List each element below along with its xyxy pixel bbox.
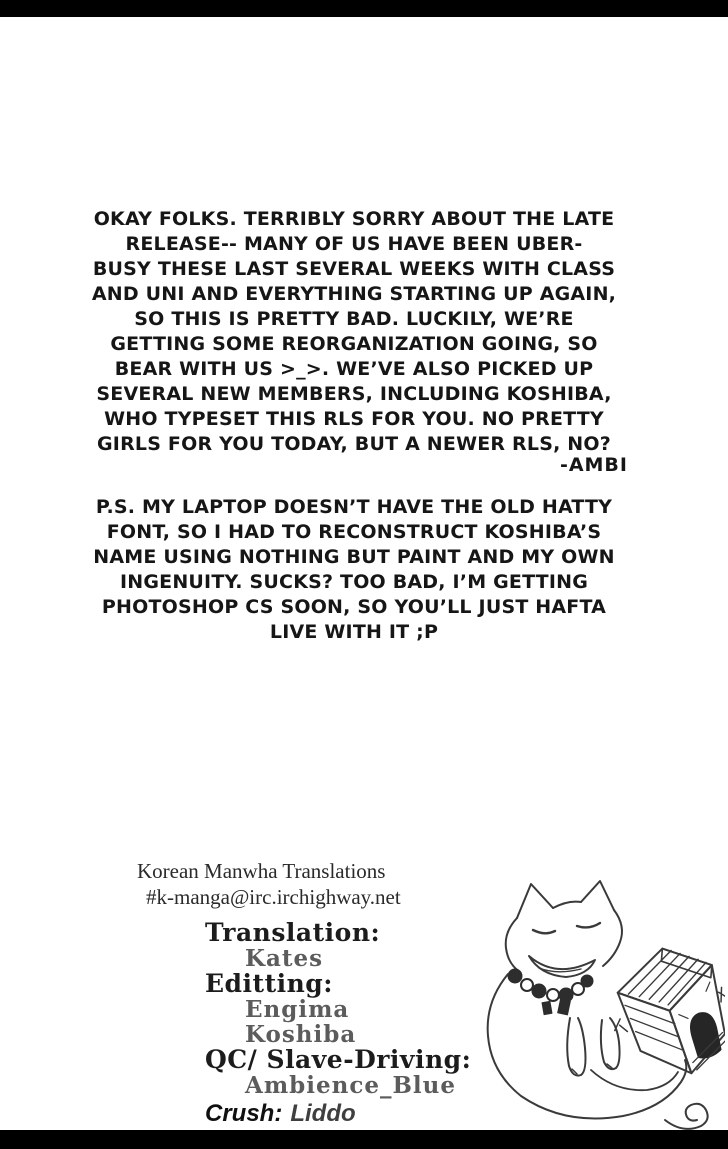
credits-block	[205, 920, 471, 1127]
scan-border-bottom	[0, 1130, 728, 1149]
crush-credit	[205, 1101, 471, 1127]
credit-role-editing: Editting:	[205, 969, 334, 998]
note-line: SO THIS IS PRETTY BAD. LUCKILY, WE’RE	[134, 308, 574, 330]
ps-line: NAME USING NOTHING BUT PAINT AND MY OWN	[93, 546, 615, 568]
ps-line: P.S. MY LAPTOP DOESN’T HAVE THE OLD HATTY	[95, 496, 613, 518]
author-signature: -AMBI	[559, 454, 628, 476]
credit-name: Kates	[245, 945, 324, 972]
ps-line: LIVE WITH IT ;P	[269, 621, 439, 643]
credit-role-translation: Translation:	[205, 918, 381, 947]
note-line: OKAY FOLKS. TERRIBLY SORRY ABOUT THE LATE	[93, 208, 615, 230]
note-line: GIRLS FOR YOU TODAY, BUT A NEWER RLS, NO?	[97, 433, 611, 455]
note-line: RELEASE-- MANY OF US HAVE BEEN UBER-	[125, 233, 583, 255]
note-line: BEAR WITH US >_>. WE’VE ALSO PICKED UP	[114, 358, 594, 380]
note-line: GETTING SOME REORGANIZATION GOING, SO	[110, 333, 598, 355]
credit-name: Ambience_Blue	[245, 1072, 457, 1099]
group-name: Korean Manwha Translations	[137, 859, 386, 883]
flower-collar	[508, 969, 593, 1015]
credit-name: Engima	[245, 996, 350, 1023]
crush-name: Liddo	[290, 1100, 356, 1127]
note-line: BUSY THESE LAST SEVERAL WEEKS WITH CLASS	[92, 258, 616, 280]
postscript-note	[64, 495, 644, 645]
scan-border-top	[0, 0, 728, 17]
note-line: WHO TYPESET THIS RLS FOR YOU. NO PRETTY	[104, 408, 604, 430]
credit-role-qc: QC/ Slave-Driving:	[205, 1045, 472, 1074]
irc-channel: #k-manga@irc.irchighway.net	[146, 885, 401, 909]
dog-spirit-doghouse-drawing	[473, 876, 725, 1140]
ps-line: INGENUITY. SUCKS? TOO BAD, I’M GETTING	[119, 571, 589, 593]
ps-line: PHOTOSHOP CS SOON, SO YOU’LL JUST HAFTA	[101, 596, 607, 618]
note-line: AND UNI AND EVERYTHING STARTING UP AGAIN,	[91, 283, 617, 305]
group-header	[137, 858, 401, 910]
release-note	[64, 207, 644, 457]
credit-name: Koshiba	[245, 1021, 357, 1048]
crush-label: Crush:	[205, 1100, 283, 1127]
ps-line: FONT, SO I HAD TO RECONSTRUCT KOSHIBA’S	[106, 521, 602, 543]
note-line: SEVERAL NEW MEMBERS, INCLUDING KOSHIBA,	[96, 383, 612, 405]
